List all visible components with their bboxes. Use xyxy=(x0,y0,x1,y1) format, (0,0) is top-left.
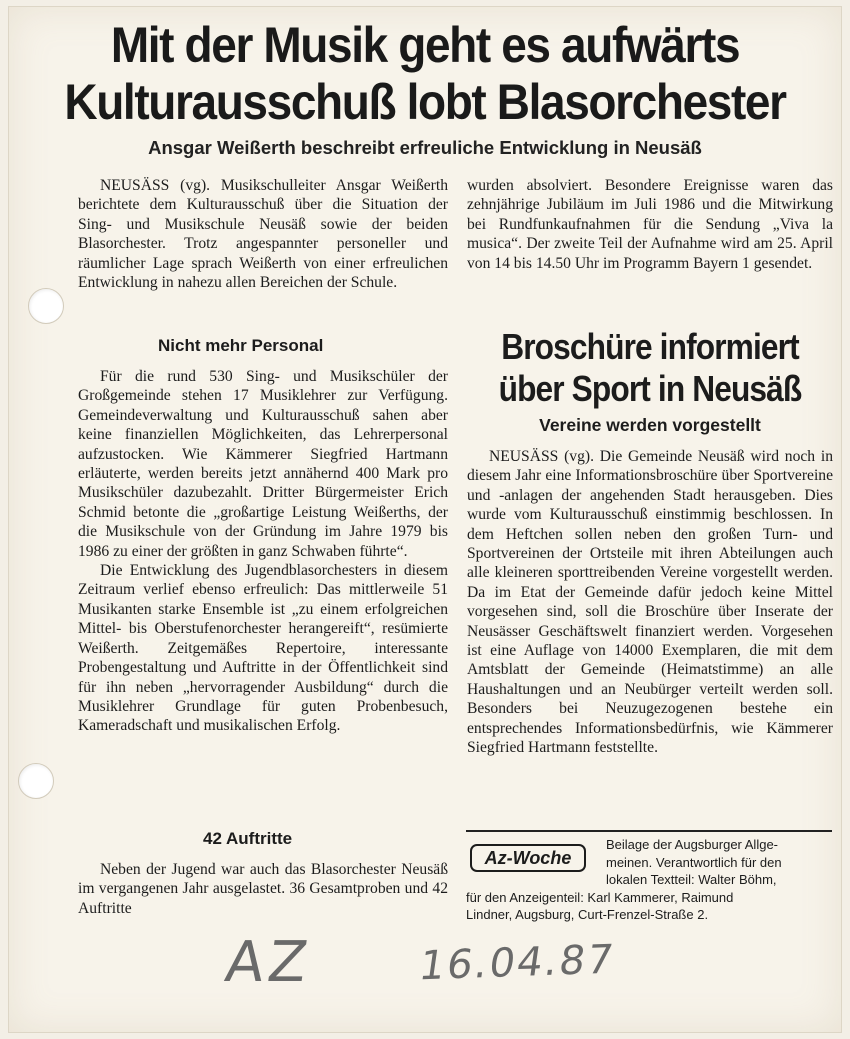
article2-body xyxy=(467,447,833,758)
article2-title-line-1: Broschüre informiert xyxy=(501,326,799,367)
punch-hole-top xyxy=(28,288,64,324)
punch-hole-bottom xyxy=(18,763,54,799)
handwritten-date: 16.04.87 xyxy=(416,936,618,990)
article2-title-line-2: über Sport in Neusäß xyxy=(498,368,802,409)
imprint-line-3: lokalen Textteil: Walter Böhm, xyxy=(606,872,777,887)
article1-subhead-2: 42 Auftritte xyxy=(203,829,293,848)
imprint-divider xyxy=(466,830,832,832)
imprint-line-5: Lindner, Augsburg, Curt-Frenzel-Straße 2. xyxy=(466,907,709,922)
article1-paragraph-2: Die Entwicklung des Jugendblasorchesters in diesem Zeitraum verlief ebenso erfreulich: Das mittlerweile 51 Musikanten starke Ensemble ist „zu einem erfolgreichen Mittel- bis Oberstufenorchester herangereift“, resümierte Weißerth. Zeitgemäßes Repertoire, interessante Probengestaltung und Auftritte in der Öffentlichkeit sind für ihn neben „hervorragender Ausbildung“ durch die Musiklehrer Grundlage für guten Probenbesuch, Kameradschaft und musikalischen Erfolg. xyxy=(78,562,448,735)
imprint-line-4: für den Anzeigenteil: Karl Kammerer, Raimund xyxy=(466,889,734,905)
article1-paragraph-1: Für die rund 530 Sing- und Musikschüler der Großgemeinde stehen 17 Musiklehrer zur Verfügung. Gemeindeverwaltung und Kulturausschuß sahen aber keine finanziellen Möglichkeiten, das Lehrerpersonal aufzustocken. Wie Kämmerer Siegfried Hartmann erläuterte, werden bereits jetzt annähernd 400 Mark pro Musikschüler dazubezahlt. Dritter Bürgermeister Erich Schmid betonte die „großartige Leistung Weißerths, der die Musikschule von der Gründung im Jahre 1979 bis 1986 zu einer der größten in ganz Schwaben führte“. xyxy=(78,368,448,560)
handwritten-initials: AZ xyxy=(221,930,316,995)
az-woche-logo: Az-Woche xyxy=(470,844,586,872)
article1-continuation xyxy=(467,176,833,273)
article1-body xyxy=(78,367,448,736)
imprint-text xyxy=(466,836,832,924)
article1-intro xyxy=(78,176,448,292)
article1-continuation-text: wurden absolviert. Besondere Ereignisse waren das zehnjährige Jubiläum im Juli 1986 und die Mitwirkung bei Rundfunkaufnahmen für die Sendung „Viva la musica“. Der zweite Teil der Aufnahme wird am 25. April von 14 bis 14.50 Uhr im Programm Bayern 1 gesendet. xyxy=(467,177,833,272)
imprint-line-2: meinen. Verantwortlich für den xyxy=(606,854,782,870)
imprint-line-1: Beilage der Augsburger Allge- xyxy=(606,837,779,852)
article1-paragraph-3: Neben der Jugend war auch das Blasorchester Neusäß im vergangenen Jahr ausgelastet. 36 Gesamtproben und 42 Auftritte xyxy=(78,861,448,917)
headline-line-2: Kulturausschuß lobt Blasorchester xyxy=(64,74,786,130)
article2-body-text: NEUSÄSS (vg). Die Gemeinde Neusäß wird noch in diesem Jahr eine Informationsbroschüre über Sportvereine und -anlagen der angehenden Stadt herausgeben. Dies wurde vom Kulturausschuß einstimmig beschlossen. In dem Heftchen sollen neben den großen Turn- und Sportvereinen der Ortsteile mit ihren Abteilungen auch alle kleineren sporttreibenden Vereine vorgestellt werden. Da im Etat der Gemeinde dafür jedoch keine Mittel vorgesehen sind, soll die Broschüre über Inserate der Neusässer Geschäftswelt finanziert werden. Vorgesehen ist eine Auflage von 14000 Exemplaren, die mit dem Amtsblatt der Gemeinde (Heimatstimme) an alle Haushaltungen und an Neubürger verteilt werden soll. Besonders bei Neuzugezogenen bestehe ein entsprechendes Informationsbedürfnis, wie Kämmerer Siegfried Hartmann feststellte. xyxy=(467,448,833,757)
headline-subtitle: Ansgar Weißerth beschreibt erfreuliche Entwicklung in Neusäß xyxy=(148,137,702,158)
article1-tail xyxy=(78,860,448,918)
article1-subhead-1: Nicht mehr Personal xyxy=(158,336,324,355)
article2-subtitle: Vereine werden vorgestellt xyxy=(539,415,761,435)
headline-line-1: Mit der Musik geht es aufwärts xyxy=(110,17,740,73)
article1-intro-text: NEUSÄSS (vg). Musikschulleiter Ansgar Weißerth berichtete dem Kulturausschuß über die Situation der Sing- und Musikschule Neusäß sowie der beiden Blasorchester. Trotz angespannter personeller und räumlicher Lage sprach Weißerth von einer erfreulichen Entwicklung in nahezu allen Bereichen der Schule. xyxy=(78,177,448,292)
